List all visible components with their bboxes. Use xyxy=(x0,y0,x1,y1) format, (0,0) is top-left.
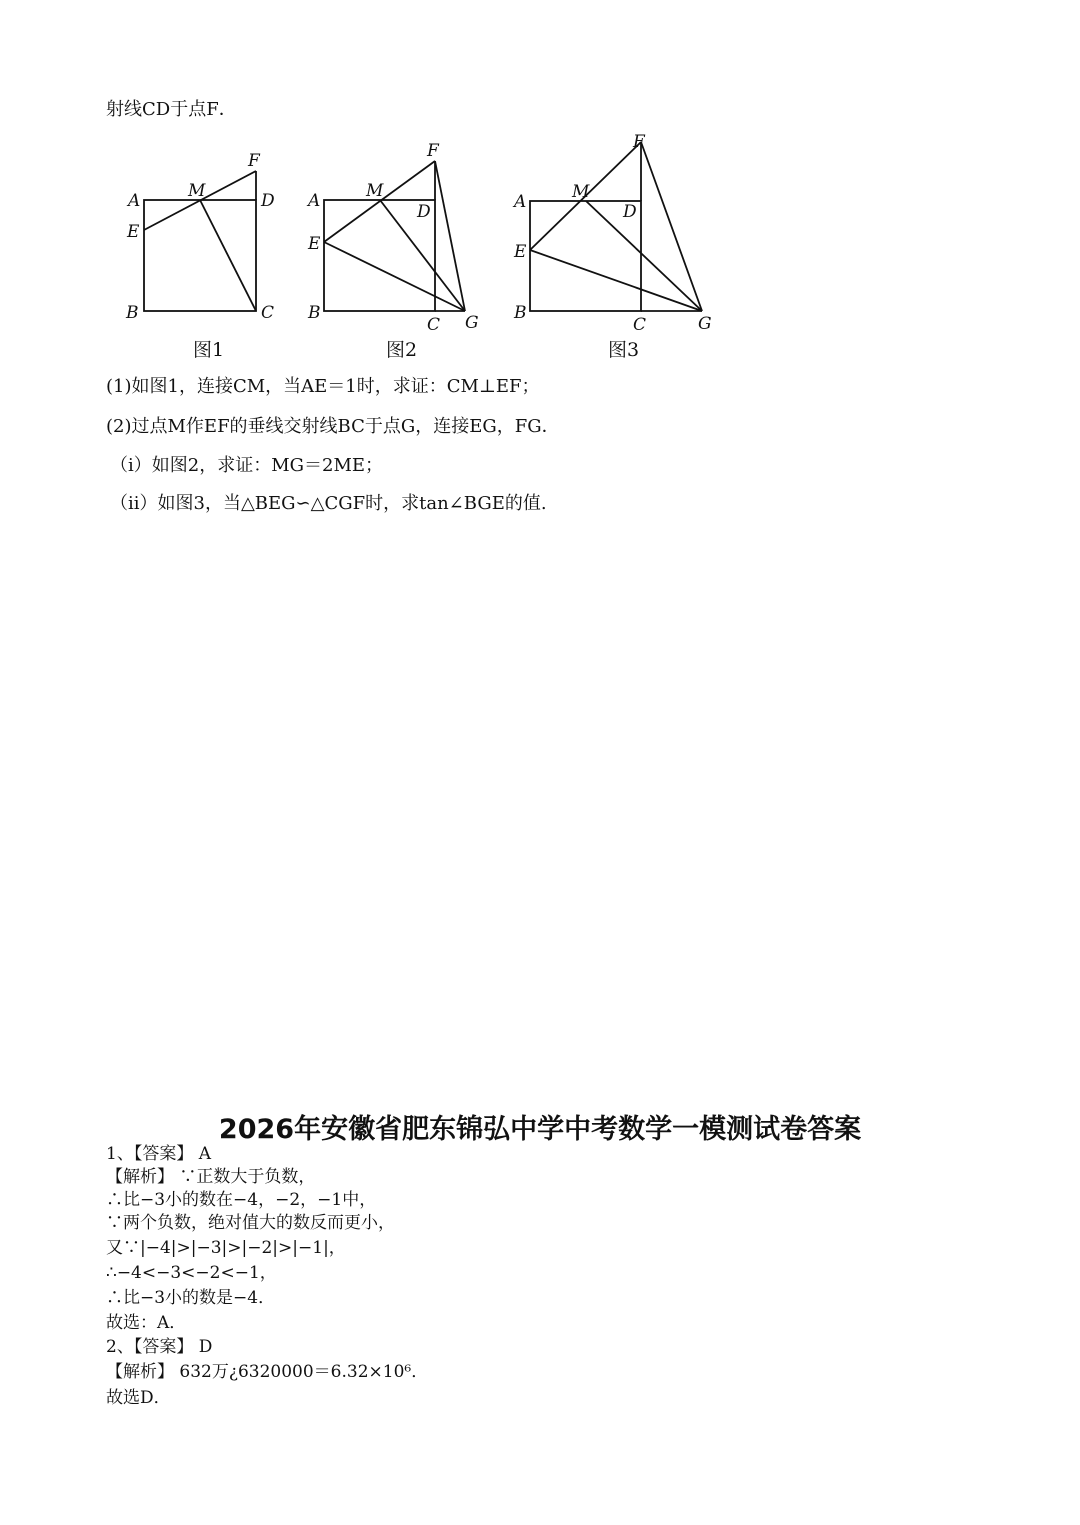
line-eg xyxy=(530,250,702,311)
label-d: D xyxy=(417,202,431,222)
figure-2-caption: 图2 xyxy=(386,339,418,361)
answer-line: 【解析】 632万¿6320000＝6.32×10⁶． xyxy=(106,1362,429,1382)
problem-intro-tail: 射线CD于点F． xyxy=(106,99,237,120)
label-f: F xyxy=(427,141,439,161)
answer-line: 又∵|−4|>|−3|>|−2|>|−1|， xyxy=(106,1238,346,1258)
label-c: C xyxy=(633,315,647,335)
line-eg xyxy=(324,242,465,311)
square-abcd xyxy=(144,200,256,311)
label-a: A xyxy=(128,191,141,211)
answer-line: ∴比−3小的数是−4． xyxy=(106,1288,276,1308)
line-fg xyxy=(435,161,465,311)
label-m: M xyxy=(188,181,206,201)
answer-line: 【解析】 ∵正数大于负数， xyxy=(106,1167,316,1187)
line-mc xyxy=(200,200,256,311)
label-g: G xyxy=(465,313,479,333)
figure-2-diagram xyxy=(300,125,540,370)
label-e: E xyxy=(514,242,527,262)
answer-line: 故选D． xyxy=(106,1388,171,1408)
label-e: E xyxy=(308,234,321,254)
label-c: C xyxy=(261,303,275,323)
label-m: M xyxy=(572,182,590,202)
label-g: G xyxy=(698,314,712,334)
label-d: D xyxy=(261,191,275,211)
label-b: B xyxy=(126,303,139,323)
answer-line: 1、【答案】 A xyxy=(106,1144,211,1164)
label-d: D xyxy=(623,202,637,222)
question-2-i: （i）如图2，求证：MG＝2ME； xyxy=(110,455,384,476)
label-c: C xyxy=(427,315,441,335)
label-f: F xyxy=(633,132,645,152)
label-e: E xyxy=(127,222,140,242)
figure-3-caption: 图3 xyxy=(608,339,640,361)
question-2-ii: （ii）如图3，当△BEG∽△CGF时，求tan∠BGE的值. xyxy=(110,493,547,514)
figure-1-caption: 图1 xyxy=(193,339,225,361)
answer-line: ∵两个负数，绝对值大的数反而更小， xyxy=(106,1213,395,1233)
label-a: A xyxy=(514,192,527,212)
answer-line: ∴−4<−3<−2<−1， xyxy=(106,1263,277,1283)
answer-line: 故选：A． xyxy=(106,1313,187,1333)
label-b: B xyxy=(514,303,527,323)
label-f: F xyxy=(248,151,260,171)
line-fg xyxy=(641,142,702,311)
figure-2 xyxy=(300,125,540,370)
line-mg xyxy=(586,201,702,311)
figure-3-diagram xyxy=(506,125,746,370)
label-a: A xyxy=(308,191,321,211)
answer-line: 2、【答案】 D xyxy=(106,1337,213,1357)
question-2: (2)过点M作EF的垂线交射线BC于点G，连接EG，FG． xyxy=(106,416,560,437)
answer-line: ∴比−3小的数在−4，−2，−1中， xyxy=(106,1190,377,1210)
label-m: M xyxy=(366,181,384,201)
answers-title: 2026年安徽省肥东锦弘中学中考数学一模测试卷答案 xyxy=(218,1114,862,1145)
label-b: B xyxy=(308,303,321,323)
figure-3 xyxy=(506,125,746,370)
question-1: (1)如图1，连接CM，当AE＝1时，求证：CM⊥EF； xyxy=(106,376,540,397)
